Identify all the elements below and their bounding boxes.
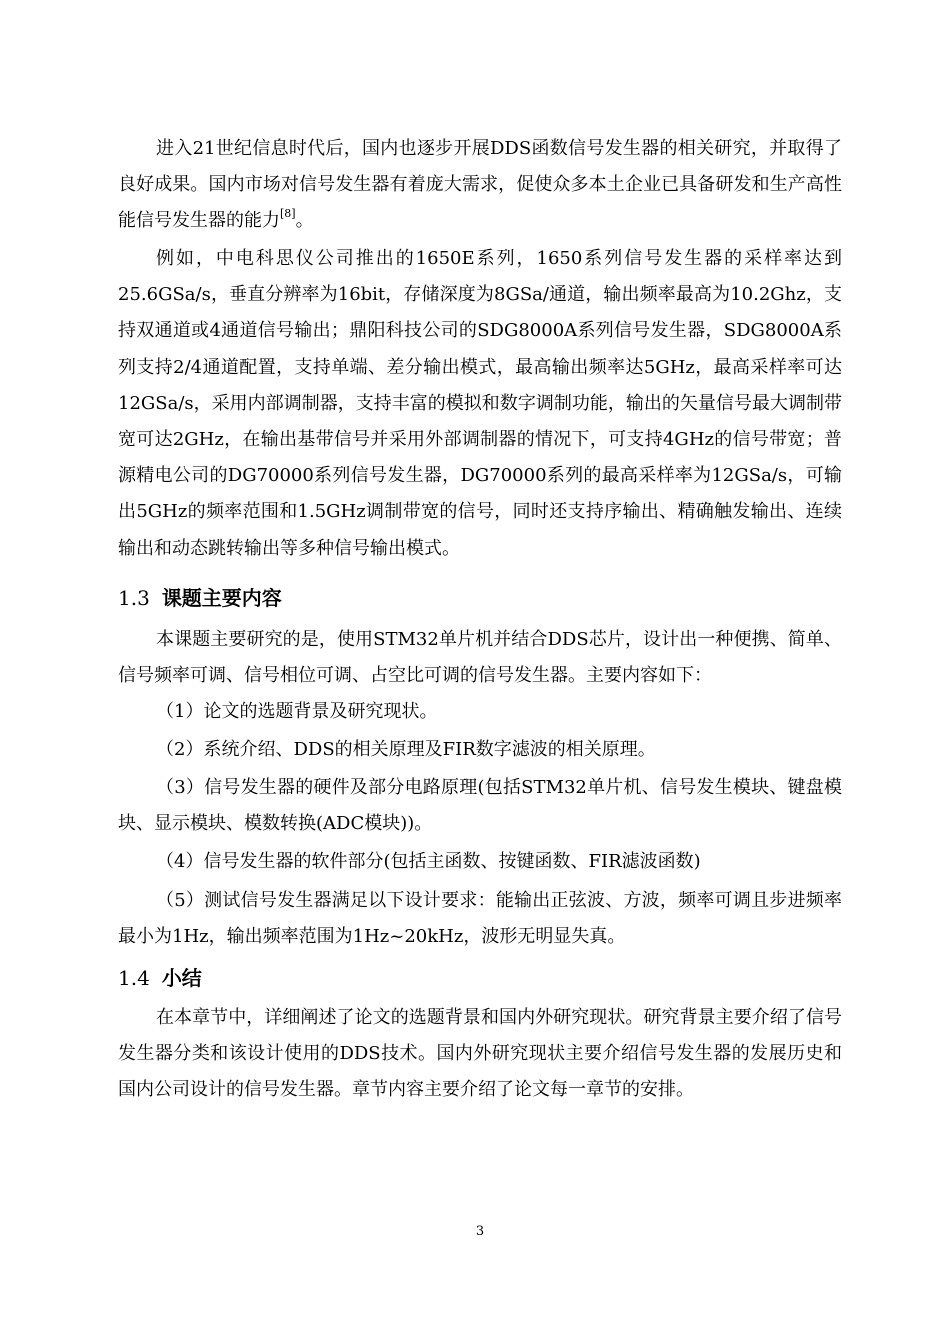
paragraph-summary: 在本章节中，详细阐述了论文的选题背景和国内外研究现状。研究背景主要介绍了信号发生器分类和该设计使用的DDS技术。国内外研究现状主要介绍信号发生器的发展历史和国内公司设计的信号发生器。章节内容主要介绍了论文每一章节的安排。 [118, 1007, 842, 1101]
list-item: （3）信号发生器的硬件及部分电路原理(包括STM32单片机、信号发生模块、键盘模块、显示模块、模数转换(ADC模块))。 [118, 777, 842, 835]
paragraph-main-content: 本课题主要研究的是，使用STM32单片机并结合DDS芯片，设计出一种便携、简单、信号频率可调、信号相位可调、占空比可调的信号发生器。主要内容如下： [118, 629, 842, 687]
list-item: （1）论文的选题背景及研究现状。 [156, 701, 438, 722]
list-item: （5）测试信号发生器满足以下设计要求：能输出正弦波、方波，频率可调且步进频率最小为1Hz，输出频率范围为1Hz~20kHz，波形无明显失真。 [118, 890, 842, 948]
section-heading-1-4 [118, 963, 202, 993]
list-item: （4）信号发生器的软件部分(包括主函数、按键函数、FIR滤波函数) [156, 851, 701, 872]
list-item: （2）系统介绍、DDS的相关原理及FIR数字滤波的相关原理。 [156, 739, 656, 760]
citation-ref: [8] [280, 207, 296, 221]
section-number: 1.3 [118, 586, 150, 610]
document-page [118, 0, 842, 1344]
section-number: 1.4 [118, 966, 150, 990]
paragraph-examples: 例如，中电科思仪公司推出的1650E系列，1650系列信号发生器的采样率达到25.6GSa/s，垂直分辨率为16bit，存储深度为8GSa/通道，输出频率最高为10.2Ghz，支持双通道或4通道信号输出；鼎阳科技公司的SDG8000A系列信号发生器，SDG8000A系列支持2/4通道配置，支持单端、差分输出模式，最高输出频率达5GHz，最高采样率可达12GSa/s，采用内部调制器，支持丰富的模拟和数字调制功能，输出的矢量信号最大调制带宽可达2GHz，在输出基带信号并采用外部调制器的情况下，可支持4GHz的信号带宽；普源精电公司的DG70000系列信号发生器，DG70000系列的最高采样率为12GSa/s，可输出5GHz的频率范围和1.5GHz调制带宽的信号，同时还支持序输出、精确触发输出、连续输出和动态跳转输出等多种信号输出模式。 [118, 248, 842, 559]
paragraph-end: 。 [295, 210, 314, 232]
page-number: 3 [475, 1224, 485, 1239]
section-title: 小结 [161, 966, 202, 990]
section-heading-1-3 [118, 583, 282, 613]
section-title: 课题主要内容 [161, 586, 282, 610]
paragraph-text: 进入21世纪信息时代后，国内也逐步开展DDS函数信号发生器的相关研究，并取得了良好成果。国内市场对信号发生器有着庞大需求，促使众多本土企业已具备研发和生产高性能信号发生器的能力 [118, 138, 842, 232]
paragraph-domestic-research [118, 131, 842, 240]
